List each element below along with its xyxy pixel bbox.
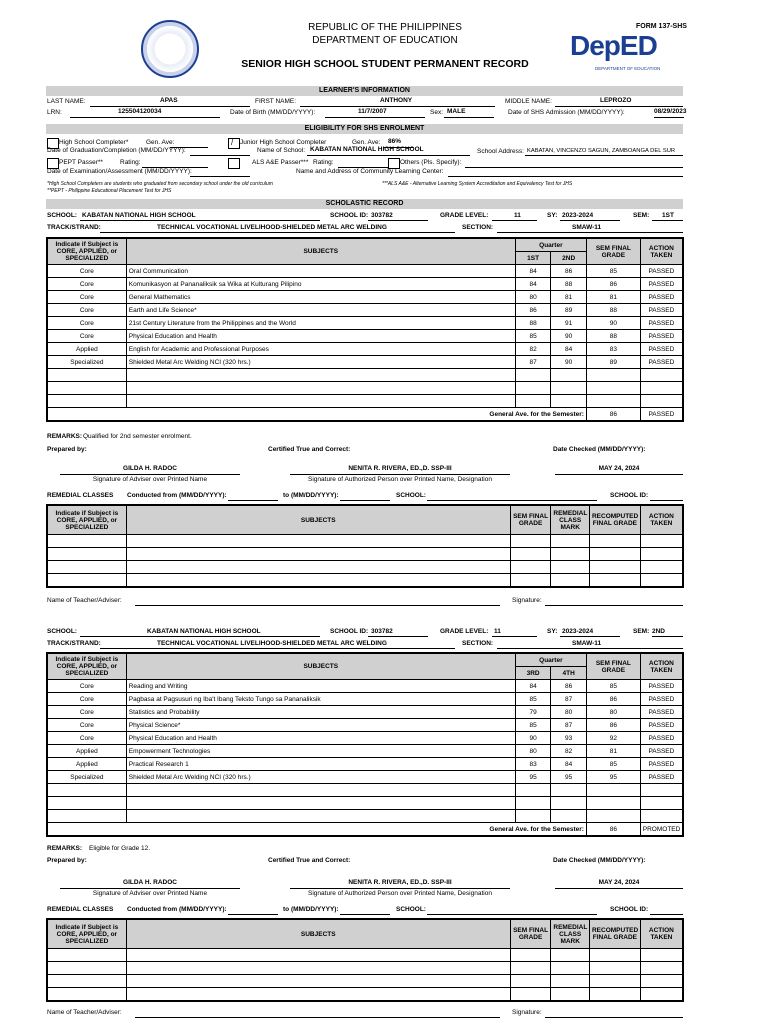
subject-name-cell: Oral Communication (126, 265, 515, 278)
action-cell: PASSED (640, 304, 683, 317)
action-cell: PASSED (640, 758, 683, 771)
sem-final-cell: 85 (586, 758, 640, 771)
sem-final-cell: 81 (586, 745, 640, 758)
table-row (47, 369, 683, 382)
subject-type-cell: Specialized (47, 771, 126, 784)
sem1-remarks-label: REMARKS: (47, 433, 83, 440)
table-row (47, 771, 683, 784)
action-cell: PASSED (640, 706, 683, 719)
rem-recomputed-header: RECOMPUTED FINAL GRADE (589, 919, 640, 949)
rem-action-header: ACTION TAKEN (640, 919, 683, 949)
sem2-sem-label: SEM: (633, 628, 650, 635)
table-row (47, 561, 683, 574)
gen-ave-label: General Ave. for the Semester: (47, 823, 586, 837)
rem-subjects-header: SUBJECTS (126, 505, 510, 535)
table-row (47, 810, 683, 823)
sem2-prepared-label: Prepared by: (47, 857, 87, 864)
subject-type-cell: Core (47, 278, 126, 291)
quarter-b-cell: 93 (551, 732, 587, 745)
subject-name-cell: Earth and Life Science* (126, 304, 515, 317)
subject-name-cell: Practical Research 1 (126, 758, 515, 771)
quarter-a-cell: 85 (515, 693, 551, 706)
note-als: ***ALS A&E - Alternative Learning System Accreditation and Equivalency Test for JHS (382, 181, 573, 187)
subjects-header: SUBJECTS (126, 238, 515, 265)
subject-type-cell: Core (47, 706, 126, 719)
sem1-date-checked-value: MAY 24, 2024 (598, 465, 640, 472)
quarter-b-cell: 89 (551, 304, 587, 317)
republic-heading: REPUBLIC OF THE PHILIPPINES (308, 22, 462, 33)
deped-logo-subtitle: DEPARTMENT OF EDUCATION (595, 66, 661, 71)
table-row (47, 758, 683, 771)
action-cell: PASSED (640, 719, 683, 732)
sem2-section-label: SECTION: (462, 640, 494, 647)
table-row (47, 317, 683, 330)
remedial1-table (46, 504, 684, 588)
action-cell: PASSED (640, 745, 683, 758)
remedial2-conducted: Conducted from (MM/DD/YYYY): (127, 906, 227, 913)
table-row (47, 395, 683, 408)
sem1-sy-value: 2023-2024 (562, 212, 594, 219)
sem-final-cell: 85 (586, 265, 640, 278)
remedial2-teacher-label: Name of Teacher/Adviser: (47, 1009, 122, 1016)
remedial1-school-id: SCHOOL ID: (610, 492, 649, 499)
subject-name-cell: Reading and Writing (126, 680, 515, 693)
note-hs-completer: *High School Completers are students who graduated from secondary school under the old curriculum (47, 181, 273, 187)
sem-final-cell: 85 (586, 680, 640, 693)
dob-value: 11/7/2007 (358, 108, 387, 115)
remedial1-label: REMEDIAL CLASSES (47, 492, 114, 499)
sem1-school-label: SCHOOL: (47, 212, 77, 219)
others-label: Others (Pls. Specify): (400, 159, 462, 166)
sem1-section-value: SMAW-11 (572, 224, 602, 231)
subject-type-cell: Applied (47, 343, 126, 356)
rem-action-header: ACTION TAKEN (640, 505, 683, 535)
sem-final-cell: 80 (586, 706, 640, 719)
quarter-a-cell: 83 (515, 758, 551, 771)
sem2-adviser-name: GILDA H. RADOC (123, 879, 177, 886)
grad-date-label: Date of Graduation/Completion (MM/DD/YYYY): (47, 147, 186, 154)
subject-type-cell: Core (47, 291, 126, 304)
sem1-sy-label: SY: (547, 212, 558, 219)
table-row (47, 574, 683, 588)
remedial1-school: SCHOOL: (396, 492, 426, 499)
sem2-certified-label: Certified True and Correct: (268, 857, 351, 864)
sem-final-cell: 90 (586, 317, 640, 330)
quarter-b-cell: 95 (551, 771, 587, 784)
table-row (47, 535, 683, 548)
sem2-sem-value: 2ND (652, 628, 666, 635)
action-cell: PASSED (640, 330, 683, 343)
sem2-remarks-value: Eligible for Grade 12. (89, 845, 151, 852)
table-row (47, 784, 683, 797)
quarter-b-cell: 87 (551, 719, 587, 732)
scholastic-heading: SCHOLASTIC RECORD (46, 199, 683, 209)
sem-final-header: SEM FINAL GRADE (586, 238, 640, 265)
sem-final-cell: 92 (586, 732, 640, 745)
subject-name-cell: Physical Science* (126, 719, 515, 732)
jhs-check-mark: / (231, 138, 234, 147)
rem-recomputed-header: RECOMPUTED FINAL GRADE (589, 505, 640, 535)
subject-type-cell: Applied (47, 758, 126, 771)
action-cell: PASSED (640, 732, 683, 745)
subject-type-cell: Applied (47, 745, 126, 758)
quarter-4-header: 4TH (551, 667, 587, 680)
sem1-school-id-value: 303782 (371, 212, 393, 219)
quarter-b-cell: 86 (551, 265, 587, 278)
lrn-value: 125504120034 (118, 108, 162, 115)
table-row (47, 732, 683, 745)
quarter-b-cell: 82 (551, 745, 587, 758)
quarter-a-cell: 84 (515, 278, 551, 291)
sem1-track-value: TECHNICAL VOCATIONAL LIVELIHOOD-SHIELDED METAL ARC WELDING (157, 224, 387, 231)
action-cell: PASSED (640, 291, 683, 304)
sem1-school-id-label: SCHOOL ID: (330, 212, 369, 219)
table-row (47, 797, 683, 810)
lrn-label: LRN: (47, 109, 62, 116)
quarter-b-cell: 90 (551, 330, 587, 343)
table-row (47, 304, 683, 317)
table-row (47, 988, 683, 1002)
quarter-b-cell: 90 (551, 356, 587, 369)
quarter-header: Quarter (515, 653, 586, 667)
deped-seal-logo (141, 20, 199, 78)
als-checkbox[interactable] (228, 158, 240, 169)
first-name-value: ANTHONY (380, 97, 413, 104)
quarter-header: Quarter (515, 238, 586, 252)
quarter-b-cell: 84 (551, 343, 587, 356)
sem1-authorized-name: NENITA R. RIVERA, ED.,D. SSP-III (348, 465, 452, 472)
sem-final-cell: 86 (586, 719, 640, 732)
sem1-sem-value: 1ST (662, 212, 674, 219)
quarter-a-cell: 95 (515, 771, 551, 784)
gen-ave-label: General Ave. for the Semester: (47, 408, 586, 422)
gen-ave-value: 86 (586, 408, 640, 422)
quarter-3-header: 3RD (515, 667, 551, 680)
table-row (47, 356, 683, 369)
gen-ave-label: Gen. Ave: (146, 139, 175, 146)
table-row (47, 975, 683, 988)
sem1-grade-label: GRADE LEVEL: (440, 212, 489, 219)
department-heading: DEPARTMENT OF EDUCATION (312, 35, 458, 46)
subject-name-cell: English for Academic and Professional Purposes (126, 343, 515, 356)
hs-completer-label: High School Completer* (59, 139, 129, 146)
sem2-authorized-caption: Signature of Authorized Person over Printed Name, Designation (308, 890, 492, 897)
table-row (47, 330, 683, 343)
sem-final-cell: 89 (586, 356, 640, 369)
subject-name-cell: Komunikasyon at Pananaliksik sa Wika at Kulturang Pilipino (126, 278, 515, 291)
quarter-b-cell: 86 (551, 680, 587, 693)
sem-final-cell: 88 (586, 304, 640, 317)
last-name-label: LAST NAME: (47, 98, 86, 105)
gen-ave-action: PROMOTED (640, 823, 683, 837)
sem1-adviser-caption: Signature of Adviser over Printed Name (92, 476, 208, 483)
quarter-b-cell: 84 (551, 758, 587, 771)
sem1-section-label: SECTION: (462, 224, 494, 231)
first-name-label: FIRST NAME: (255, 98, 297, 105)
dob-label: Date of Birth (MM/DD/YYYY): (230, 109, 316, 116)
action-cell: PASSED (640, 317, 683, 330)
indicate-header: Indicate if Subject is CORE, APPLIED, or SPECIALIZED (47, 653, 126, 680)
sex-value: MALE (447, 108, 466, 115)
sem1-grade-value: 11 (514, 212, 521, 219)
quarter-2-header: 2ND (551, 252, 587, 265)
sem1-adviser-name: GILDA H. RADOC (123, 465, 177, 472)
subject-type-cell: Core (47, 693, 126, 706)
sem2-school-id-label: SCHOOL ID: (330, 628, 369, 635)
sem2-sy-label: SY: (547, 628, 558, 635)
subject-name-cell: Physical Education and Health (126, 732, 515, 745)
action-cell: PASSED (640, 343, 683, 356)
sem2-date-checked-value: MAY 24, 2024 (598, 879, 640, 886)
sem2-sy-value: 2023-2024 (562, 628, 594, 635)
jhs-completer-label: Junior High School Completer (240, 139, 327, 146)
action-cell: PASSED (640, 693, 683, 706)
learner-info-heading: LEARNER'S INFORMATION (46, 86, 683, 96)
action-cell: PASSED (640, 265, 683, 278)
table-row (47, 706, 683, 719)
sem2-remarks-label: REMARKS: (47, 845, 83, 852)
table-row (47, 343, 683, 356)
quarter-a-cell: 90 (515, 732, 551, 745)
quarter-a-cell: 84 (515, 680, 551, 693)
jhs-completer-checkbox[interactable] (228, 138, 240, 149)
sem-final-header: SEM FINAL GRADE (586, 653, 640, 680)
subject-type-cell: Specialized (47, 356, 126, 369)
quarter-a-cell: 87 (515, 356, 551, 369)
action-cell: PASSED (640, 278, 683, 291)
subject-name-cell: 21st Century Literature from the Philippines and the World (126, 317, 515, 330)
action-cell: PASSED (640, 356, 683, 369)
clc-label: Name and Address of Community Learning Center: (296, 168, 444, 175)
table-row (47, 680, 683, 693)
quarter-a-cell: 88 (515, 317, 551, 330)
action-cell: PASSED (640, 680, 683, 693)
indicate-header: Indicate if Subject is CORE, APPLIED, or SPECIALIZED (47, 238, 126, 265)
rem-subjects-header: SUBJECTS (126, 919, 510, 949)
remedial2-to: to (MM/DD/YYYY): (283, 906, 339, 913)
subject-name-cell: Pagbasa at Pagsusuri ng Iba't Ibang Teksto Tungo sa Pananaliksik (126, 693, 515, 706)
subject-name-cell: Shielded Metal Arc Welding NCI (320 hrs.) (126, 771, 515, 784)
sem1-grades-table (46, 237, 684, 422)
remedial1-teacher-label: Name of Teacher/Adviser: (47, 597, 122, 604)
sem2-authorized-name: NENITA R. RIVERA, ED.,D. SSP-III (348, 879, 452, 886)
gen-ave-value: 86 (586, 823, 640, 837)
sem2-school-id-value: 303782 (371, 628, 393, 635)
rem-sem-final-header: SEM FINAL GRADE (510, 505, 551, 535)
rem-sem-final-header: SEM FINAL GRADE (510, 919, 551, 949)
sem2-date-checked-label: Date Checked (MM/DD/YYYY): (553, 857, 646, 864)
sem-final-cell: 81 (586, 291, 640, 304)
table-row (47, 719, 683, 732)
subject-type-cell: Core (47, 680, 126, 693)
rem-indicate-header: Indicate if Subject is CORE, APPLIED, or SPECIALIZED (47, 505, 126, 535)
sem2-school-label: SCHOOL: (47, 628, 77, 635)
sem1-sem-label: SEM: (633, 212, 650, 219)
quarter-a-cell: 85 (515, 330, 551, 343)
sex-label: Sex: (430, 109, 444, 116)
quarter-a-cell: 80 (515, 745, 551, 758)
sem2-grade-label: GRADE LEVEL: (440, 628, 489, 635)
sem1-prepared-label: Prepared by: (47, 446, 87, 453)
quarter-b-cell: 88 (551, 278, 587, 291)
jhs-gen-ave-value: 86% (388, 138, 402, 145)
sem2-track-label: TRACK/STRAND: (47, 640, 101, 647)
table-row (47, 548, 683, 561)
sem-final-cell: 86 (586, 278, 640, 291)
table-row (47, 745, 683, 758)
remedial1-conducted: Conducted from (MM/DD/YYYY): (127, 492, 227, 499)
sem2-adviser-caption: Signature of Adviser over Printed Name (92, 890, 208, 897)
subject-name-cell: Statistics and Probability (126, 706, 515, 719)
gen-ave-action: PASSED (640, 408, 683, 422)
sem1-certified-label: Certified True and Correct: (268, 446, 351, 453)
als-rating-label: Rating: (313, 159, 334, 166)
remedial1-to: to (MM/DD/YYYY): (283, 492, 339, 499)
quarter-b-cell: 91 (551, 317, 587, 330)
remedial2-label: REMEDIAL CLASSES (47, 906, 114, 913)
sem2-school-value: KABATAN NATIONAL HIGH SCHOOL (147, 628, 261, 635)
form-number: FORM 137-SHS (636, 23, 687, 30)
subject-type-cell: Core (47, 317, 126, 330)
deped-logo: DepED (570, 30, 657, 61)
sem1-remarks-value: Qualified for 2nd semester enrolment. (83, 433, 192, 440)
pept-label: PEPT Passer** (59, 159, 103, 166)
sem-final-cell: 88 (586, 330, 640, 343)
school-address-value: KABATAN, VINCENZO SAGUN, ZAMBOANGA DEL SUR (527, 148, 676, 154)
quarter-a-cell: 80 (515, 291, 551, 304)
exam-date-label: Date of Examination/Assessment (MM/DD/YYYY): (47, 168, 192, 175)
sem2-section-value: SMAW-11 (572, 640, 602, 647)
sem1-school-value: KABATAN NATIONAL HIGH SCHOOL (82, 212, 196, 219)
sem2-grades-table (46, 652, 684, 837)
table-row (47, 278, 683, 291)
quarter-b-cell: 87 (551, 693, 587, 706)
action-header: ACTION TAKEN (640, 238, 683, 265)
note-pept: **PEPT - Philippine Educational Placement Test for JHS (47, 188, 172, 194)
sem2-grade-value: 11 (494, 628, 501, 635)
admission-label: Date of SHS Admission (MM/DD/YYYY): (508, 109, 625, 116)
als-label: ALS A&E Passer*** (252, 159, 309, 166)
rem-class-mark-header: REMEDIAL CLASS MARK (551, 505, 590, 535)
sem-final-cell: 86 (586, 693, 640, 706)
last-name-value: APAS (160, 97, 178, 104)
school-address-label: School Address: (477, 148, 524, 155)
subject-name-cell: Empowerment Technologies (126, 745, 515, 758)
eligibility-heading: ELIGIBILITY FOR SHS ENROLMENT (46, 124, 683, 134)
subject-name-cell: Shielded Metal Arc Welding NCI (320 hrs.) (126, 356, 515, 369)
quarter-a-cell: 82 (515, 343, 551, 356)
jhs-gen-ave-label: Gen. Ave: (352, 139, 381, 146)
subject-type-cell: Core (47, 719, 126, 732)
action-header: ACTION TAKEN (640, 653, 683, 680)
subject-name-cell: Physical Education and Health (126, 330, 515, 343)
subject-type-cell: Core (47, 732, 126, 745)
sem1-authorized-caption: Signature of Authorized Person over Printed Name, Designation (308, 476, 492, 483)
quarter-a-cell: 79 (515, 706, 551, 719)
quarter-a-cell: 86 (515, 304, 551, 317)
action-cell: PASSED (640, 771, 683, 784)
table-row (47, 265, 683, 278)
pept-rating-label: Rating: (120, 159, 141, 166)
remedial2-signature-label: Signature: (512, 1009, 542, 1016)
sem2-track-value: TECHNICAL VOCATIONAL LIVELIHOOD-SHIELDED METAL ARC WELDING (157, 640, 387, 647)
sem1-track-label: TRACK/STRAND: (47, 224, 101, 231)
admission-value: 08/29/2023 (654, 108, 687, 115)
page-title: SENIOR HIGH SCHOOL STUDENT PERMANENT RECORD (241, 58, 529, 70)
remedial2-school-id: SCHOOL ID: (610, 906, 649, 913)
subject-name-cell: General Mathematics (126, 291, 515, 304)
quarter-a-cell: 84 (515, 265, 551, 278)
rem-class-mark-header: REMEDIAL CLASS MARK (551, 919, 590, 949)
table-row (47, 962, 683, 975)
subjects-header: SUBJECTS (126, 653, 515, 680)
middle-name-label: MIDDLE NAME: (505, 98, 552, 105)
subject-type-cell: Core (47, 304, 126, 317)
remedial2-school: SCHOOL: (396, 906, 426, 913)
quarter-b-cell: 81 (551, 291, 587, 304)
quarter-b-cell: 80 (551, 706, 587, 719)
subject-type-cell: Core (47, 330, 126, 343)
table-row (47, 291, 683, 304)
sem-final-cell: 95 (586, 771, 640, 784)
sem-final-cell: 83 (586, 343, 640, 356)
school-name-value: KABATAN NATIONAL HIGH SCHOOL (310, 146, 424, 153)
school-name-label: Name of School: (257, 147, 306, 154)
table-row (47, 382, 683, 395)
table-row (47, 693, 683, 706)
quarter-a-cell: 85 (515, 719, 551, 732)
quarter-1-header: 1ST (515, 252, 551, 265)
subject-type-cell: Core (47, 265, 126, 278)
remedial2-table (46, 918, 684, 1002)
sem1-date-checked-label: Date Checked (MM/DD/YYYY): (553, 446, 646, 453)
remedial1-signature-label: Signature: (512, 597, 542, 604)
rem-indicate-header: Indicate if Subject is CORE, APPLIED, or SPECIALIZED (47, 919, 126, 949)
table-row (47, 949, 683, 962)
middle-name-value: LEPROZO (600, 97, 632, 104)
